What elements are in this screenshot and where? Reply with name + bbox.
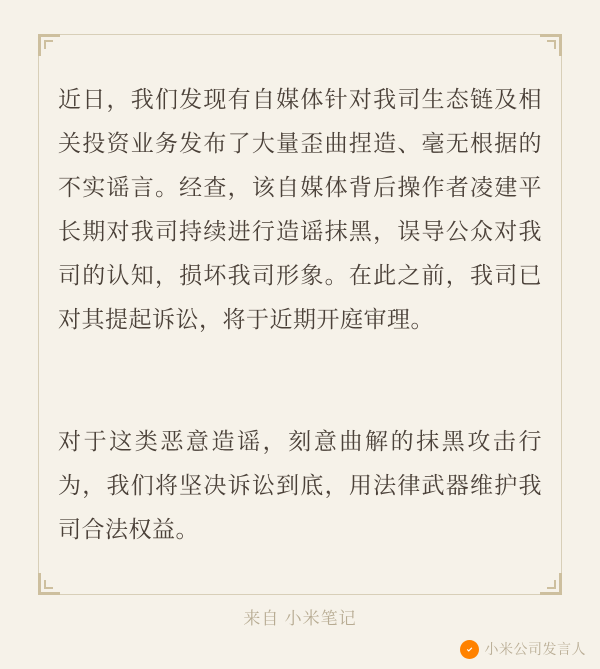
statement-body bbox=[58, 78, 542, 552]
frame-corner-inner-bottom-left-icon bbox=[44, 580, 53, 589]
frame-corner-top-left-icon bbox=[38, 34, 60, 56]
frame-corner-inner-top-left-icon bbox=[44, 40, 53, 49]
frame-corner-inner-top-right-icon bbox=[547, 40, 556, 49]
frame-corner-bottom-left-icon bbox=[38, 573, 60, 595]
statement-paragraph-1: 近日，我们发现有自媒体针对我司生态链及相关投资业务发布了大量歪曲捏造、毫无根据的不实谣言。经查，该自媒体背后操作者凌建平长期对我司持续进行造谣抹黑，误导公众对我司的认知，损坏我司形象。在此之前，我司已对其提起诉讼，将于近期开庭审理。 bbox=[58, 87, 542, 332]
frame-corner-inner-bottom-right-icon bbox=[547, 580, 556, 589]
source-label: 来自 小米笔记 bbox=[243, 609, 357, 628]
account-bar[interactable] bbox=[460, 639, 587, 659]
weibo-verified-icon bbox=[460, 640, 479, 659]
frame-corner-bottom-right-icon bbox=[540, 573, 562, 595]
statement-paragraph-2: 对于这类恶意造谣，刻意曲解的抹黑攻击行为，我们将坚决诉讼到底，用法律武器维护我司合法权益。 bbox=[58, 429, 542, 542]
account-name: 小米公司发言人 bbox=[484, 641, 586, 657]
frame-corner-top-right-icon bbox=[540, 34, 562, 56]
